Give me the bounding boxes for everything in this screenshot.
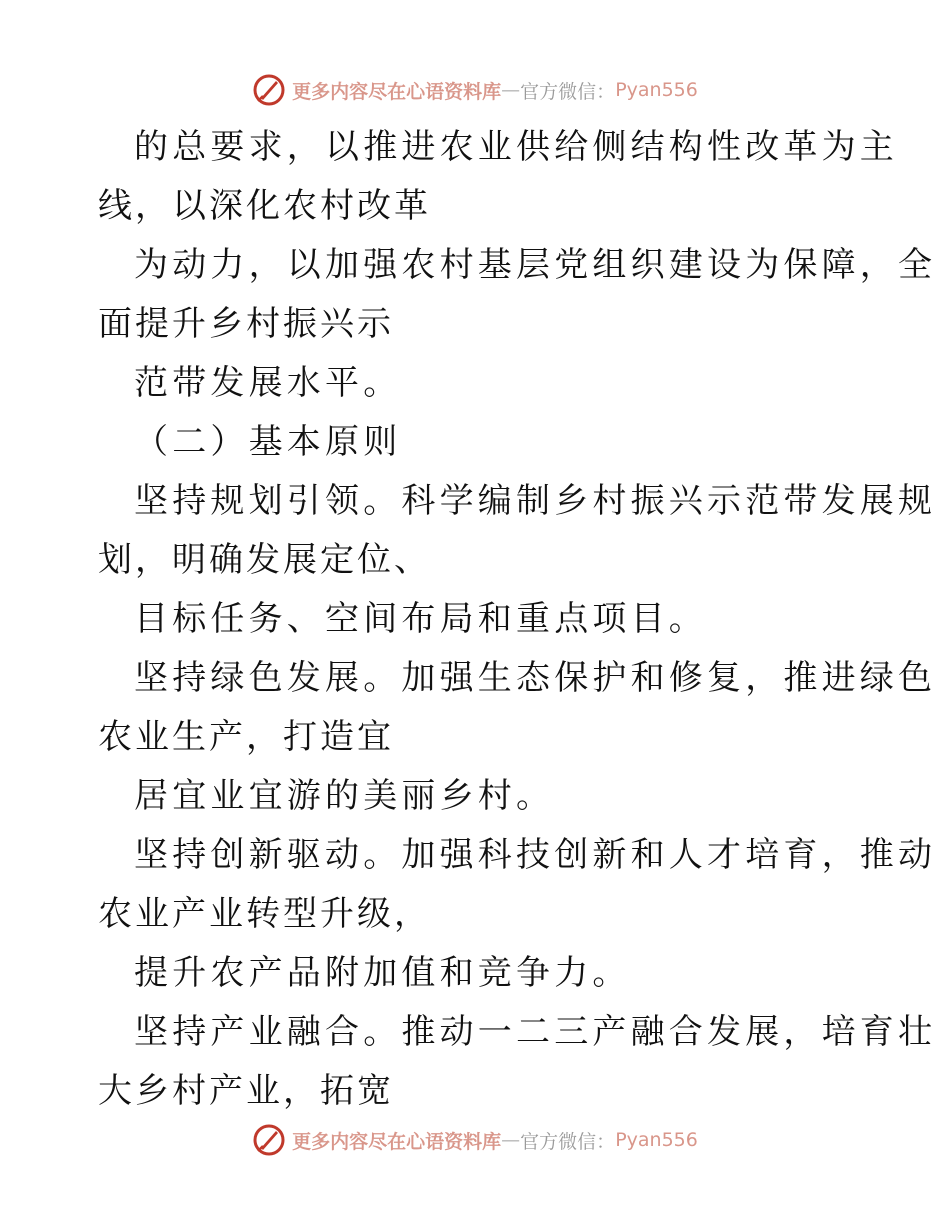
- body-line: 目标任务、空间布局和重点项目。: [134, 599, 707, 639]
- body-line: 的总要求，以推进农业供给侧结构性改革为主: [134, 127, 898, 167]
- body-line: 大乡村产业，拓宽: [98, 1071, 394, 1111]
- watermark-separator: —: [501, 1129, 521, 1151]
- body-line: 农业产业转型升级，: [98, 894, 431, 934]
- document-body: [98, 118, 937, 1121]
- body-line: 坚持规划引领。科学编制乡村振兴示范带发展规: [134, 481, 937, 521]
- body-line: 坚持创新驱动。加强科技创新和人才培育，推动: [134, 835, 937, 875]
- body-line: 坚持产业融合。推动一二三产融合发展，培育壮: [134, 1012, 937, 1052]
- body-line: 面提升乡村振兴示: [98, 304, 394, 344]
- body-line: 范带发展水平。: [134, 363, 402, 403]
- body-line: 居宜业宜游的美丽乡村。: [134, 776, 555, 816]
- body-line: 为动力，以加强农村基层党组织建设为保障，全: [134, 245, 937, 285]
- body-line: 坚持绿色发展。加强生态保护和修复，推进绿色: [134, 658, 937, 698]
- body-line: 提升农产品附加值和竞争力。: [134, 953, 631, 993]
- body-line: 线，以深化农村改革: [98, 186, 431, 226]
- watermark-wechat-label: 官方微信：: [520, 1130, 616, 1153]
- section-heading: （二）基本原则: [134, 422, 402, 462]
- footer-watermark: [0, 1120, 950, 1160]
- quill-circle-logo-icon: [252, 73, 286, 107]
- watermark-separator: —: [501, 79, 521, 101]
- watermark-wechat-id: Pyan556: [615, 79, 698, 101]
- watermark-text: 更多内容尽在心语资料库: [292, 80, 502, 103]
- watermark-text: 更多内容尽在心语资料库: [292, 1130, 502, 1153]
- quill-circle-logo-icon: [252, 1123, 286, 1157]
- header-watermark: [0, 70, 950, 110]
- watermark-wechat-label: 官方微信：: [520, 80, 616, 103]
- body-line: 划，明确发展定位、: [98, 540, 431, 580]
- body-line: 农业生产，打造宜: [98, 717, 394, 757]
- watermark-wechat-id: Pyan556: [615, 1129, 698, 1151]
